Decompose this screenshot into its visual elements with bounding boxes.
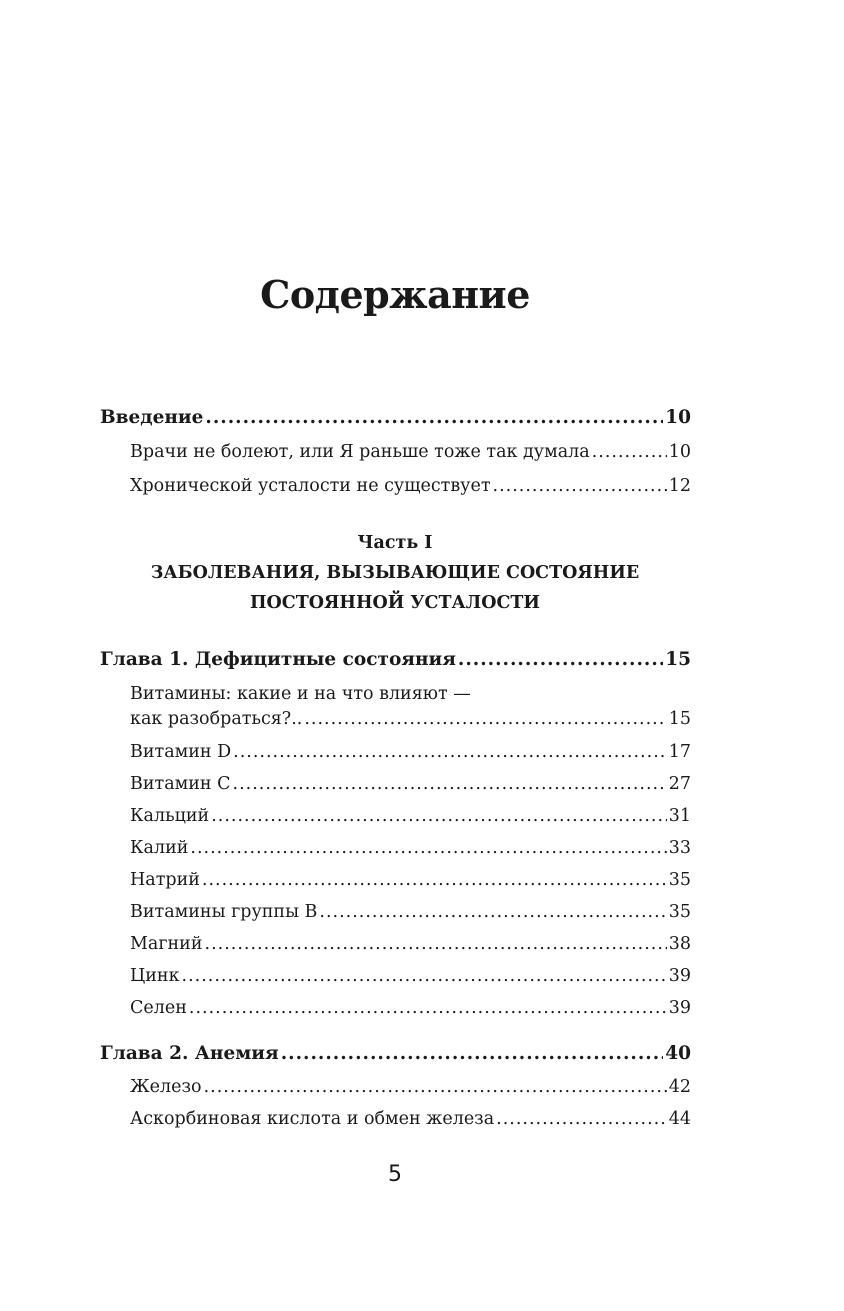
- leader-dots: [319, 901, 666, 923]
- toc-entry-chapter-2[interactable]: [100, 1043, 691, 1065]
- leader-dots: [205, 407, 663, 429]
- entry-page: 27: [668, 774, 691, 794]
- part-title-line-2: ПОСТОЯННОЙ УСТАЛОСТИ: [250, 593, 540, 613]
- entry-label: Цинк: [130, 966, 180, 986]
- entry-label: Кальций: [130, 806, 210, 826]
- entry-page: 42: [668, 1077, 691, 1097]
- entry-label: Селен: [130, 998, 187, 1018]
- toc-entry[interactable]: [130, 741, 691, 763]
- part-number: Часть I: [357, 533, 433, 553]
- entry-label: Витамин D: [130, 742, 232, 762]
- entry-page: 12: [668, 476, 691, 496]
- toc-entry[interactable]: [130, 773, 691, 795]
- entry-label: Хронической усталости не существует: [130, 476, 491, 496]
- entry-label: Натрий: [130, 870, 200, 890]
- entry-label: Железо: [130, 1077, 202, 1097]
- leader-dots: [202, 869, 667, 891]
- entry-label: Калий: [130, 838, 189, 858]
- toc-entry-intro[interactable]: [100, 407, 691, 429]
- entry-page: 10: [665, 407, 691, 428]
- entry-label: Витамины группы В: [130, 902, 318, 922]
- entry-page: 40: [665, 1043, 691, 1064]
- leader-dots: [281, 1043, 664, 1065]
- leader-dots: [211, 805, 667, 827]
- toc-entry[interactable]: [130, 869, 691, 891]
- entry-label: как разобраться?..: [130, 709, 303, 729]
- entry-label: Врачи не болеют, или Я раньше тоже так думала: [130, 442, 590, 462]
- toc-entry[interactable]: [130, 965, 691, 987]
- entry-page: 31: [668, 806, 691, 826]
- toc-entry[interactable]: [130, 441, 691, 463]
- leader-dots: [233, 741, 667, 763]
- leader-dots: [204, 1076, 667, 1098]
- entry-label: Глава 2. Анемия: [100, 1043, 279, 1064]
- entry-page: 15: [668, 709, 691, 729]
- leader-dots: [458, 649, 663, 671]
- leader-dots: [496, 1108, 667, 1130]
- entry-page: 15: [665, 649, 691, 670]
- leader-dots: [592, 441, 667, 463]
- leader-dots: [205, 933, 667, 955]
- entry-page: 17: [668, 742, 691, 762]
- toc-entry[interactable]: [130, 1076, 691, 1098]
- entry-label: Магний: [130, 934, 203, 954]
- leader-dots: [190, 837, 666, 859]
- toc-entry[interactable]: [130, 1108, 691, 1130]
- entry-page: 35: [668, 902, 691, 922]
- entry-page: 39: [668, 998, 691, 1018]
- entry-page: 33: [668, 838, 691, 858]
- leader-dots: [493, 475, 667, 497]
- toc-entry[interactable]: [130, 805, 691, 827]
- leader-dots: [233, 773, 667, 795]
- entry-page: 44: [668, 1109, 691, 1129]
- entry-label: Аскорбиновая кислота и обмен железа: [130, 1109, 495, 1129]
- toc-entry[interactable]: [130, 475, 691, 497]
- toc-entry[interactable]: [130, 997, 691, 1019]
- toc-entry[interactable]: [130, 901, 691, 923]
- entry-page: 10: [668, 442, 691, 462]
- leader-dots: [189, 997, 667, 1019]
- entry-page: 39: [668, 966, 691, 986]
- toc-entry[interactable]: [130, 933, 691, 955]
- leader-dots: [182, 965, 667, 987]
- page-title: Содержание: [260, 272, 530, 317]
- toc-entry-first-line: Витамины: какие и на что влияют —: [130, 684, 471, 704]
- entry-label: Введение: [100, 407, 204, 428]
- page-number: 5: [388, 1162, 402, 1187]
- entry-page: 38: [668, 934, 691, 954]
- entry-label: Витамин С: [130, 774, 231, 794]
- leader-dots: [304, 708, 666, 730]
- part-title-line-1: ЗАБОЛЕВАНИЯ, ВЫЗЫВАЮЩИЕ СОСТОЯНИЕ: [150, 563, 640, 583]
- toc-entry[interactable]: [130, 708, 691, 730]
- entry-label: Глава 1. Дефицитные состояния: [100, 649, 456, 670]
- toc-entry-chapter-1[interactable]: [100, 649, 691, 671]
- toc-entry[interactable]: [130, 837, 691, 859]
- entry-page: 35: [668, 870, 691, 890]
